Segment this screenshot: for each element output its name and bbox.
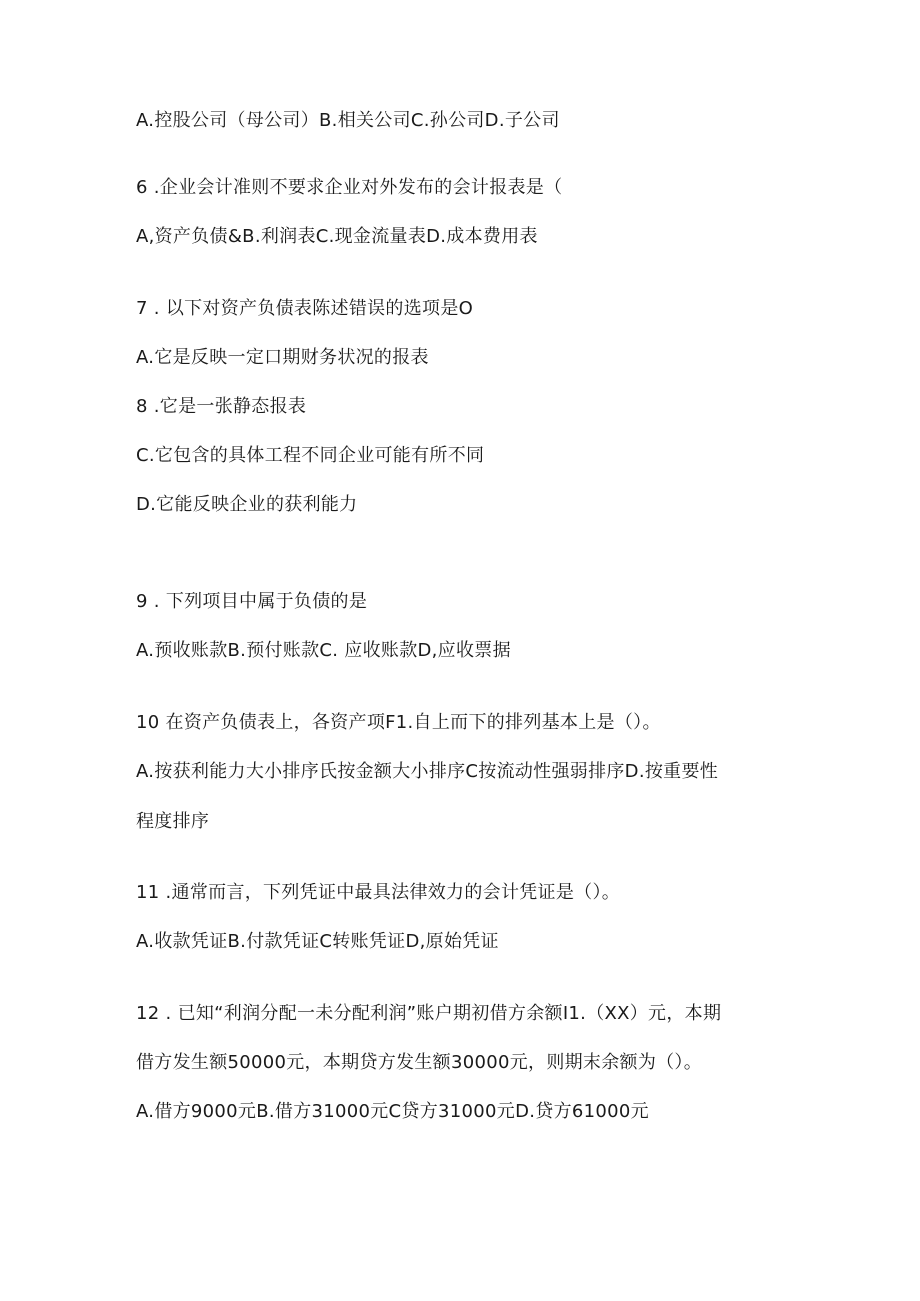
question-7: 7 . 以下对资产负债表陈述错误的选项是O: [136, 298, 474, 319]
option-line-q6: A,资产负债&B.利润表C.现金流量表D.成本费用表: [136, 226, 538, 247]
option-c-q7: C.它包含的具体工程不同企业可能有所不同: [136, 445, 485, 466]
question-10: 10 在资产负债表上，各资产项F1.自上而下的排列基本上是（）。: [136, 712, 661, 733]
question-12: 12 . 已知“利润分配一未分配利润”账户期初借方余额I1.（XX）元，本期: [136, 1003, 722, 1024]
option-line-q12: A.借方9000元B.借方31000元C贷方31000元D.贷方61000元: [136, 1101, 649, 1122]
option-line-q10: A.按获利能力大小排序氏按金额大小排序C按流动性强弱排序D.按重要性: [136, 761, 719, 782]
question-9: 9 . 下列项目中属于负债的是: [136, 591, 368, 612]
question-12-cont: 借方发生额50000元，本期贷方发生额30000元，则期末余额为（）。: [136, 1052, 703, 1073]
question-11: 11 .通常而言，下列凭证中最具法律效力的会计凭证是（）。: [136, 882, 621, 903]
option-d-q7: D.它能反映企业的获利能力: [136, 494, 358, 515]
option-line-q5: A.控股公司（母公司）B.相关公司C.孙公司D.子公司: [136, 110, 560, 131]
option-line-q9: A.预收账款B.预付账款C. 应收账款D,应收票据: [136, 640, 511, 661]
option-line-q11: A.收款凭证B.付款凭证C转账凭证D,原始凭证: [136, 931, 499, 952]
option-line-q10-cont: 程度排序: [136, 811, 210, 832]
option-a-q7: A.它是反映一定口期财务状况的报表: [136, 347, 429, 368]
option-b-q7: 8 .它是一张静态报表: [136, 396, 307, 417]
question-6: 6 .企业会计准则不要求企业对外发布的会计报表是（: [136, 177, 563, 198]
